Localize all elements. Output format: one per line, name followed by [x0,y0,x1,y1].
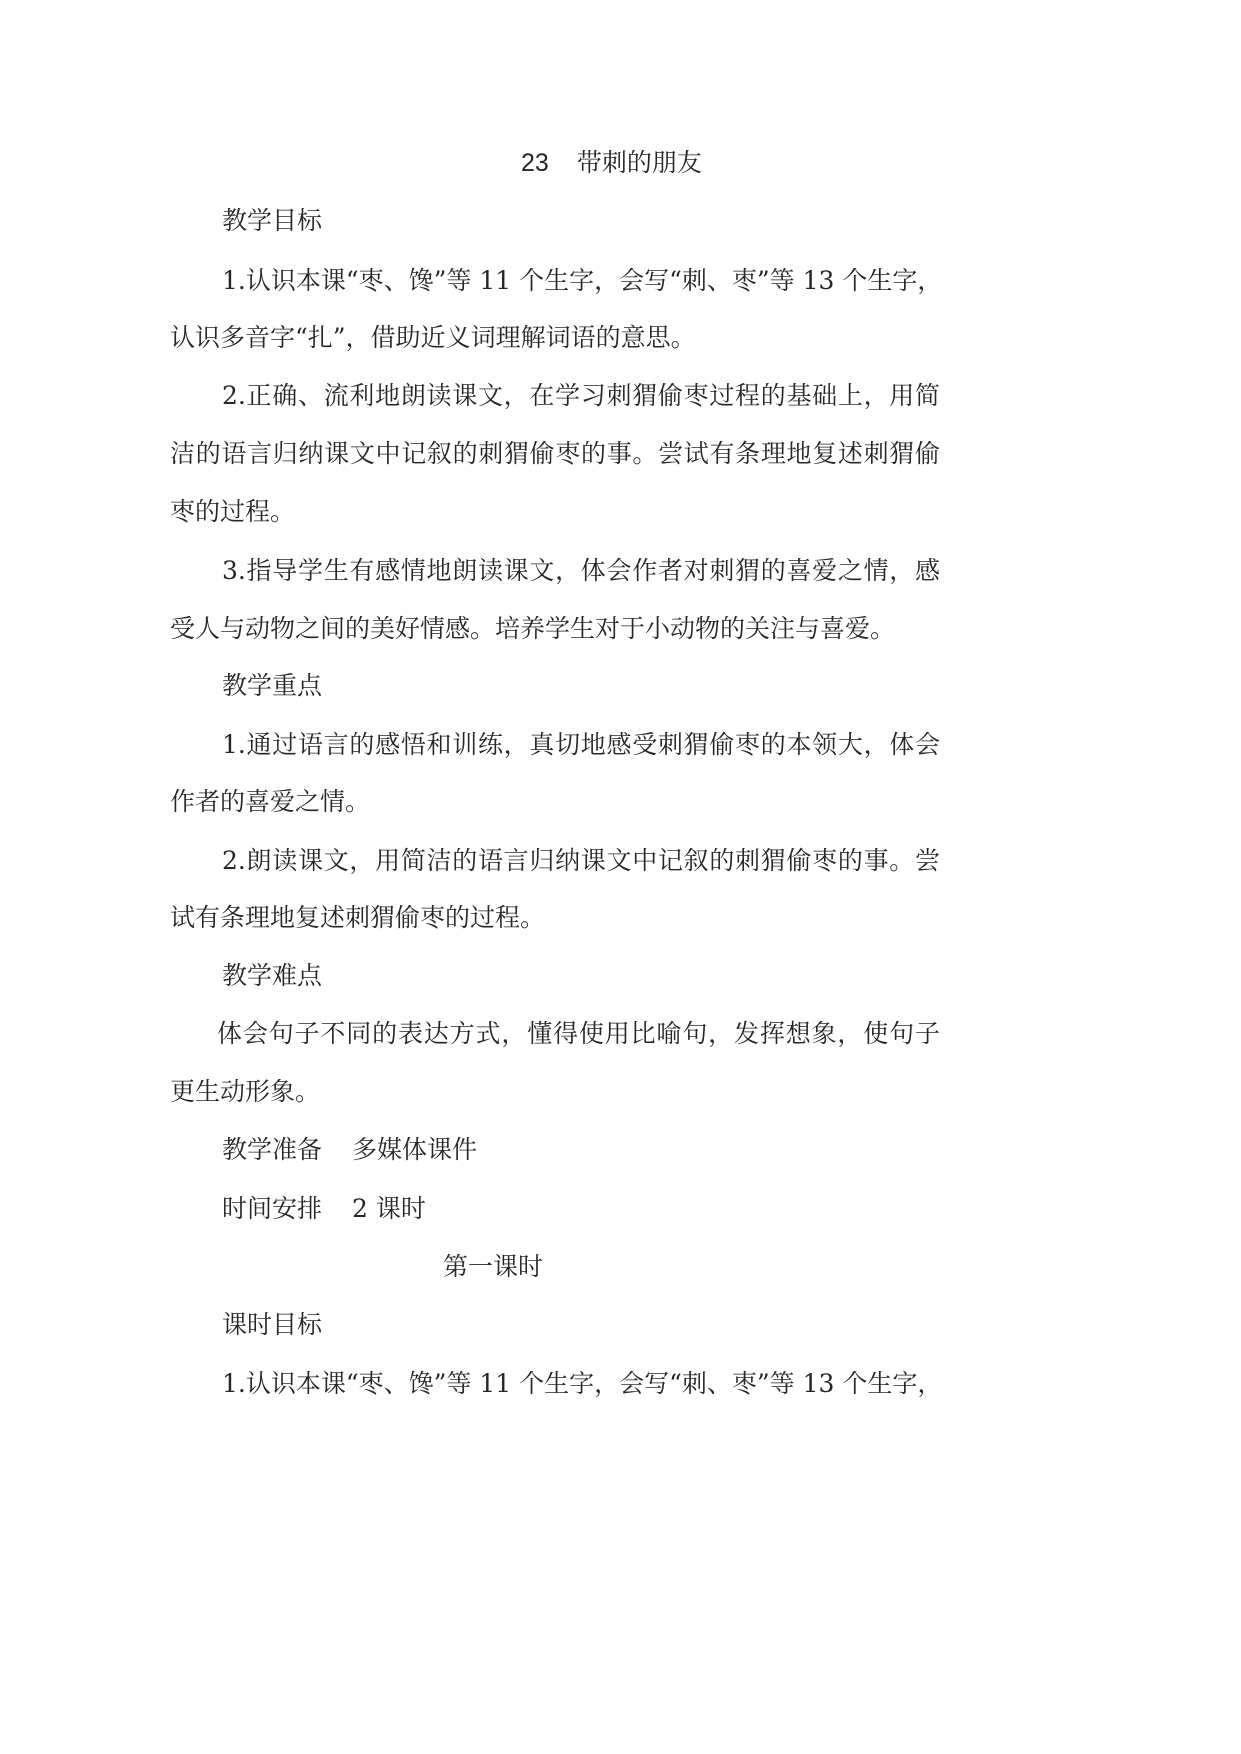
lesson-title: 带刺的朋友 [576,148,702,177]
preparation-row [222,1132,940,1168]
section-heading-key-points: 教学重点 [222,671,323,700]
teaching-goal-1-line-2: 认识多音字“扎”，借助近义词理解词语的意思。 [170,323,696,352]
period-goal-1-line-1: 1.认识本课“枣、馋”等 11 个生字，会写“刺、枣”等 13 个生字， [222,1369,943,1398]
teaching-goal-1-line-1: 1.认识本课“枣、馋”等 11 个生字，会写“刺、枣”等 13 个生字， [222,266,943,295]
preparation-label: 教学准备 [222,1135,323,1164]
teaching-goal-3-line-1: 3.指导学生有感情地朗读课文，体会作者对刺猬的喜爱之情，感 [222,556,940,585]
section-heading-difficulties: 教学难点 [222,961,323,990]
document-title [521,145,702,181]
section-heading-period-goals: 课时目标 [222,1310,323,1339]
difficulty-line-2: 更生动形象。 [170,1077,321,1106]
preparation-value: 多媒体课件 [352,1135,478,1164]
key-point-1-line-2: 作者的喜爱之情。 [170,787,371,816]
teaching-goal-2-line-3: 枣的过程。 [170,497,296,526]
key-point-1-line-1: 1.通过语言的感悟和训练，真切地感受刺猬偷枣的本领大，体会 [222,730,940,759]
teaching-goal-3-line-2: 受人与动物之间的美好情感。培养学生对于小动物的关注与喜爱。 [170,614,896,643]
teaching-goal-2-line-2: 洁的语言归纳课文中记叙的刺猬偷枣的事。尝试有条理地复述刺猬偷 [170,439,940,468]
period-heading: 第一课时 [443,1252,544,1281]
key-point-2-line-1: 2.朗读课文，用简洁的语言归纳课文中记叙的刺猬偷枣的事。尝 [222,846,940,875]
section-heading-teaching-goals: 教学目标 [222,206,323,235]
schedule-value: 2 课时 [352,1194,426,1223]
difficulty-line-1: 体会句子不同的表达方式，懂得使用比喻句，发挥想象，使句子 [217,1019,940,1048]
schedule-label: 时间安排 [222,1194,323,1223]
lesson-number: 23 [521,149,549,177]
schedule-row [222,1191,940,1227]
teaching-goal-2-line-1: 2.正确、流利地朗读课文，在学习刺猬偷枣过程的基础上，用简 [222,381,940,410]
key-point-2-line-2: 试有条理地复述刺猬偷枣的过程。 [170,903,546,932]
